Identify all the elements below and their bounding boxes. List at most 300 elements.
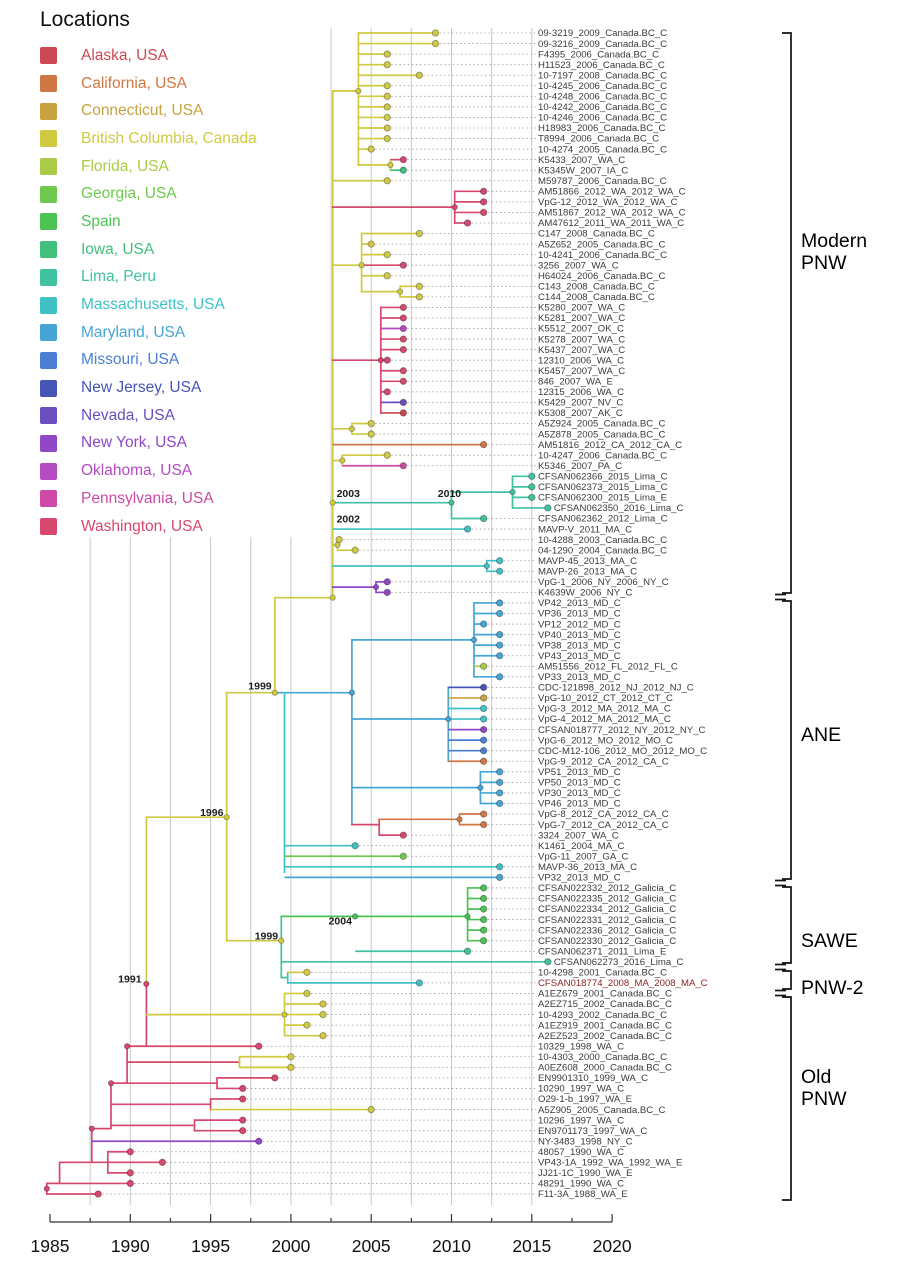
tip-dot [384, 135, 390, 141]
tip-dot [304, 990, 310, 996]
legend-swatch-icon [40, 158, 57, 175]
tip-label: VP30_2013_MD_C [538, 788, 621, 800]
legend-item-ma [30, 291, 330, 319]
tip-dot [256, 1043, 262, 1049]
tip-dot [400, 156, 406, 162]
tip-label: VP40_2013_MD_C [538, 629, 621, 641]
legend-swatch-icon [40, 47, 57, 64]
tip-dot [480, 885, 486, 891]
tip-dot [127, 1149, 133, 1155]
legend-swatch-icon [40, 269, 57, 286]
legend-item-nv [30, 402, 330, 430]
tip-label: MAVP-36_2013_MA_C [538, 862, 638, 874]
tip-label: 09-3216_2009_Canada.BC_C [538, 38, 668, 50]
node-year-label: 1996 [200, 806, 224, 819]
legend-item-es [30, 208, 330, 236]
tip-dot [384, 83, 390, 89]
tip-label: 04-1290_2004_Canada.BC_C [538, 545, 668, 557]
tip-label: VP46_2013_MD_C [538, 798, 621, 810]
tip-label: K5308_2007_AK_C [538, 408, 623, 420]
tip-dot [368, 146, 374, 152]
tip-dot [288, 1064, 294, 1070]
tip-dot [480, 684, 486, 690]
tip-label: 10-7197_2008_Canada.BC_C [538, 70, 668, 82]
tip-dot [384, 51, 390, 57]
node-year-label: 1999 [254, 930, 279, 943]
internal-node-dot [279, 938, 284, 943]
clade-bracket [782, 887, 791, 963]
internal-node-dot [359, 262, 364, 267]
tip-dot [127, 1180, 133, 1186]
tip-dot [95, 1191, 101, 1197]
tip-label: CFSAN062373_2015_Lima_C [538, 482, 668, 494]
clade-bracket [782, 601, 791, 879]
tip-dot [384, 389, 390, 395]
legend-swatch-icon [40, 103, 57, 120]
tip-dot [545, 959, 551, 965]
tip-dot [480, 937, 486, 943]
tip-label: 12310_2006_WA_C [538, 355, 625, 367]
internal-node-dot [349, 690, 354, 695]
legend-swatch-icon [40, 380, 57, 397]
tip-dot [464, 948, 470, 954]
legend-swatch-icon [40, 490, 57, 507]
tip-dot [480, 515, 486, 521]
tip-label: AM51867_2012_WA_2012_WA_C [538, 207, 686, 219]
tip-dot [288, 1054, 294, 1060]
tip-label: 10-4303_2000_Canada.BC_C [538, 1051, 668, 1063]
internal-node-dot [449, 500, 454, 505]
tip-dot [352, 547, 358, 553]
tip-dot [480, 188, 486, 194]
legend-item-label: Iowa, USA [81, 240, 155, 258]
tip-dot [400, 304, 406, 310]
tip-dot [304, 1022, 310, 1028]
tip-label: AM47612_2011_WA_2011_WA_C [538, 218, 685, 230]
tip-dot [480, 895, 486, 901]
internal-node-dot [471, 637, 476, 642]
tip-label: F11-3A_1988_WA_E [538, 1189, 628, 1201]
tip-dot [480, 821, 486, 827]
tip-label: H64024_2006_Canada.BC_C [538, 270, 666, 282]
legend-item-ca [30, 70, 330, 98]
legend-item-label: Lima, Peru [81, 268, 156, 286]
tip-label: A1EZ919_2001_Canada.BC_C [538, 1020, 672, 1032]
tip-dot [432, 30, 438, 36]
tip-dot [496, 864, 502, 870]
legend-item-label: Spain [81, 212, 121, 230]
tip-label: F4395_2006_Canada.BC_C [538, 49, 660, 61]
legend-item-bc [30, 125, 330, 153]
tip-dot [480, 716, 486, 722]
tip-label: K5346_2007_PA_C [538, 460, 623, 472]
tip-dot [272, 1075, 278, 1081]
tip-dot [480, 737, 486, 743]
tip-label: 846_2007_WA_E [538, 376, 613, 388]
internal-node-dot [397, 289, 402, 294]
tip-label: O29-1-b_1997_WA_E [538, 1094, 633, 1106]
tip-label: C147_2008_Canada.BC_C [538, 228, 655, 240]
tip-dot [432, 40, 438, 46]
tip-label: NY-3483_1998_NY_C [538, 1136, 633, 1148]
tip-label: 10-4247_2006_Canada.BC_C [538, 450, 668, 462]
tip-label: AM51866_2012_WA_2012_WA_C [538, 186, 686, 198]
tip-label: C144_2008_Canada.BC_C [538, 292, 655, 304]
legend-item-label: Pennsylvania, USA [81, 489, 214, 507]
tip-dot [529, 494, 535, 500]
internal-node-dot [89, 1126, 94, 1131]
legend-item-label: Connecticut, USA [81, 102, 204, 120]
legend-item-list [30, 42, 330, 540]
internal-node-dot [465, 914, 470, 919]
tip-dot [384, 589, 390, 595]
tip-dot [480, 695, 486, 701]
tip-label: VP42_2013_MD_C [538, 598, 621, 610]
internal-node-dot [108, 1080, 113, 1085]
tip-label: K5437_2007_WA_C [538, 344, 626, 356]
legend-swatch-icon [40, 435, 57, 452]
legend-swatch-icon [40, 241, 57, 258]
internal-node-dot [44, 1186, 49, 1191]
clade-bracket [782, 33, 791, 593]
tip-label: 10-4245_2006_Canada.BC_C [538, 80, 668, 92]
legend-item-nj [30, 374, 330, 402]
tip-dot [480, 916, 486, 922]
tip-label: VpG-4_2012_MA_2012_MA_C [538, 714, 671, 726]
tip-label: M59787_2006_Canada.BC_C [538, 175, 667, 187]
tip-label: VP38_2013_MD_C [538, 640, 621, 652]
tip-label: CFSAN062371_2011_Lima_E [538, 946, 667, 958]
tip-dot [127, 1170, 133, 1176]
tip-label: VpG-11_2007_GA_C [538, 851, 629, 863]
legend-item-wa [30, 513, 330, 541]
tip-dot [480, 199, 486, 205]
legend-swatch-icon [40, 75, 57, 92]
tip-dot [320, 1032, 326, 1038]
tip-label: CFSAN022331_2012_Galicia_C [538, 914, 677, 926]
tip-label: EN9901310_1999_WA_C [538, 1073, 649, 1085]
legend-item-ak [30, 42, 330, 70]
node-year-label: 2002 [336, 513, 360, 526]
clade-label: PNW [801, 1088, 847, 1110]
tip-dot [240, 1117, 246, 1123]
tip-label: K5345W_2007_IA_C [538, 165, 629, 177]
tip-dot [529, 473, 535, 479]
tip-dot [496, 790, 502, 796]
tip-label: CFSAN022335_2012_Galicia_C [538, 893, 677, 905]
tip-dot [336, 536, 342, 542]
tip-dot [384, 579, 390, 585]
tip-label: A0EZ608_2000_Canada.BC_C [538, 1062, 672, 1074]
tip-dot [480, 441, 486, 447]
tip-label: VpG-12_2012_WA_2012_WA_C [538, 197, 678, 209]
tip-dot [400, 853, 406, 859]
legend-item-pe [30, 264, 330, 292]
legend-item-label: New Jersey, USA [81, 379, 202, 397]
axis-year-label: 2010 [432, 1236, 471, 1256]
tip-dot [384, 114, 390, 120]
legend-item-label: California, USA [81, 74, 187, 92]
legend-item-ok [30, 457, 330, 485]
tip-label: K5280_2007_WA_C [538, 302, 626, 314]
internal-node-dot [144, 981, 149, 986]
tip-label: K5457_2007_WA_C [538, 365, 626, 377]
legend-item-label: Alaska, USA [81, 46, 169, 64]
tip-dot [240, 1096, 246, 1102]
legend-swatch-icon [40, 518, 57, 535]
tip-dot [159, 1159, 165, 1165]
tip-dot [400, 315, 406, 321]
tip-dot [545, 505, 551, 511]
legend-item-label: New York, USA [81, 434, 187, 452]
legend-item-pa [30, 485, 330, 513]
tip-dot [480, 705, 486, 711]
internal-node-dot [124, 1044, 129, 1049]
tip-dot [400, 832, 406, 838]
tip-label: VP43-1A_1992_WA_1992_WA_E [538, 1157, 683, 1169]
tip-label: CFSAN018774_2008_MA_2008_MA_C [538, 978, 708, 990]
tip-dot [400, 336, 406, 342]
tip-label: CFSAN022336_2012_Galicia_C [538, 925, 677, 937]
tip-label: MAVP-26_2013_MA_C [538, 566, 638, 578]
tip-label: A5Z878_2005_Canada.BC_C [538, 429, 666, 441]
tip-label: 10-4298_2001_Canada.BC_C [538, 967, 668, 979]
tip-label: 48291_1990_WA_C [538, 1178, 625, 1190]
tip-label: AM51816_2012_CA_2012_CA_C [538, 439, 683, 451]
node-year-label: 1991 [118, 973, 142, 986]
legend-item-label: Georgia, USA [81, 185, 177, 203]
tip-label: CFSAN062300_2015_Lima_E [538, 492, 668, 504]
tip-label: 3324_2007_WA_C [538, 830, 619, 842]
node-year-label: 1999 [248, 680, 272, 693]
internal-node-dot [330, 595, 335, 600]
tip-label: 10-4293_2002_Canada.BC_C [538, 1009, 668, 1021]
tip-label: CFSAN062273_2016_Lima_C [553, 956, 684, 968]
clade-label: Modern [801, 230, 868, 252]
tip-dot [480, 927, 486, 933]
tip-label: A2EZ715_2002_Canada.BC_C [538, 999, 672, 1011]
tip-dot [496, 653, 502, 659]
legend-item-label: Nevada, USA [81, 406, 175, 424]
tip-dot [400, 378, 406, 384]
clade-label: PNW [801, 252, 847, 274]
internal-node-dot [335, 542, 340, 547]
tip-dot [416, 980, 422, 986]
tip-dot [384, 125, 390, 131]
tip-dot [496, 558, 502, 564]
tip-label: VpG-7_2012_CA_2012_CA_C [538, 819, 669, 831]
tip-label: VpG-10_2012_CT_2012_CT_C [538, 693, 673, 705]
tip-label: 10-4246_2006_Canada.BC_C [538, 112, 668, 124]
tip-label: 10-4242_2006_Canada.BC_C [538, 102, 668, 114]
internal-node-dot [478, 785, 483, 790]
tip-label: A5Z652_2005_Canada.BC_C [538, 239, 666, 251]
tip-label: CFSAN062350_2016_Lima_C [553, 503, 684, 515]
tip-dot [496, 769, 502, 775]
internal-node-dot [388, 162, 393, 167]
tip-dot [256, 1138, 262, 1144]
node-year-label: 2010 [437, 488, 462, 501]
tip-dot [384, 273, 390, 279]
tip-label: 10296_1997_WA_C [538, 1115, 625, 1127]
tip-dot [496, 674, 502, 680]
tip-dot [384, 357, 390, 363]
legend-item-label: British Columbia, Canada [81, 129, 257, 147]
internal-node-dot [224, 814, 229, 819]
legend-swatch-icon [40, 352, 57, 369]
axis-year-label: 2015 [512, 1236, 552, 1256]
tip-dot [304, 969, 310, 975]
tip-dot [400, 463, 406, 469]
tip-label: 09-3219_2009_Canada.BC_C [538, 28, 668, 40]
clade-label: PNW-2 [801, 977, 864, 999]
tip-label: K1461_2004_MA_C [538, 840, 625, 852]
legend-swatch-icon [40, 324, 57, 341]
tip-label: VpG-8_2012_CA_2012_CA_C [538, 809, 669, 821]
tip-dot [480, 621, 486, 627]
legend-item-ny [30, 430, 330, 458]
tip-label: VpG-3_2012_MA_2012_MA_C [538, 703, 671, 715]
clade-label: SAWE [801, 930, 858, 952]
tip-dot [464, 220, 470, 226]
tip-dot [368, 420, 374, 426]
clade-label: ANE [801, 724, 842, 746]
clade-label: Old [801, 1066, 832, 1088]
axis-year-label: 1985 [30, 1236, 70, 1256]
internal-node-dot [349, 426, 354, 431]
tip-label: K5433_2007_WA_C [538, 154, 626, 166]
legend-item-label: Washington, USA [81, 517, 203, 535]
legend-item-mo [30, 347, 330, 375]
tip-label: CDC-121898_2012_NJ_2012_NJ_C [538, 682, 694, 694]
internal-node-dot [510, 489, 515, 494]
tip-label: CFSAN062366_2015_Lima_C [538, 471, 668, 483]
legend-title: Locations [40, 8, 130, 31]
internal-node-dot [352, 914, 357, 919]
tip-label: A2EZ523_2002_Canada.BC_C [538, 1030, 672, 1042]
legend-swatch-icon [40, 407, 57, 424]
internal-node-dot [446, 716, 451, 721]
tip-dot [384, 61, 390, 67]
tip-label: VP33_2013_MD_C [538, 672, 621, 684]
tip-label: VpG-9_2012_CA_2012_CA_C [538, 756, 669, 768]
internal-node-dot [373, 584, 378, 589]
tip-dot [496, 779, 502, 785]
internal-node-dot [484, 563, 489, 568]
tip-dot [368, 1106, 374, 1112]
tip-dot [384, 251, 390, 257]
axis-year-label: 2020 [592, 1236, 632, 1256]
axis-year-label: 2005 [351, 1236, 391, 1256]
tip-label: CFSAN018777_2012_NY_2012_NY_C [538, 724, 706, 736]
tip-dot [496, 610, 502, 616]
internal-node-dot [378, 357, 383, 362]
tip-label: K5278_2007_WA_C [538, 334, 626, 346]
node-year-label: 2003 [336, 488, 360, 501]
tip-dot [400, 167, 406, 173]
internal-node-dot [356, 88, 361, 93]
tip-dot [416, 283, 422, 289]
legend-item-ct [30, 97, 330, 125]
legend-item-fl [30, 153, 330, 181]
tip-dot [496, 874, 502, 880]
tip-label: CFSAN062362_2012_Lima_C [538, 513, 668, 525]
tip-label: A5Z905_2005_Canada.BC_C [538, 1104, 666, 1116]
legend-item-label: Maryland, USA [81, 323, 186, 341]
axis-year-label: 1995 [191, 1236, 231, 1256]
tip-label: 10-4241_2006_Canada.BC_C [538, 249, 668, 261]
tip-label: JJ21-1C_1990_WA_E [538, 1168, 633, 1180]
tip-label: 10329_1998_WA_C [538, 1041, 625, 1053]
tip-dot [400, 325, 406, 331]
tip-label: CDC-M12-106_2012_MO_2012_MO_C [538, 745, 708, 757]
tip-label: MAVP-45_2013_MA_C [538, 555, 638, 567]
tip-label: C143_2008_Canada.BC_C [538, 281, 655, 293]
tip-dot [384, 93, 390, 99]
tip-dot [400, 399, 406, 405]
tip-dot [480, 663, 486, 669]
tip-label: VP43_2013_MD_C [538, 650, 621, 662]
internal-node-dot [330, 500, 335, 505]
internal-node-dot [282, 1012, 287, 1017]
tip-label: CFSAN022330_2012_Galicia_C [538, 935, 677, 947]
tip-dot [400, 410, 406, 416]
tip-dot [400, 368, 406, 374]
tip-label: A1EZ679_2001_Canada.BC_C [538, 988, 672, 1000]
tip-label: 10-4248_2006_Canada.BC_C [538, 91, 668, 103]
clade-bracket [782, 971, 791, 989]
legend-item-md [30, 319, 330, 347]
tip-label: VP32_2013_MD_C [538, 872, 621, 884]
tip-label: CFSAN022334_2012_Galicia_C [538, 904, 677, 916]
tip-dot [416, 294, 422, 300]
tip-dot [384, 452, 390, 458]
tip-dot [416, 230, 422, 236]
internal-node-dot [340, 458, 345, 463]
tip-label: 12315_2006_WA_C [538, 387, 625, 399]
tip-dot [400, 262, 406, 268]
tip-label: 10290_1997_WA_C [538, 1083, 625, 1095]
locations-legend [30, 6, 330, 540]
tip-dot [416, 72, 422, 78]
tip-label: VP50_2013_MD_C [538, 777, 621, 789]
tip-label: 10-4274_2005_Canada.BC_C [538, 144, 668, 156]
tip-dot [480, 209, 486, 215]
tip-dot [464, 526, 470, 532]
tip-dot [480, 758, 486, 764]
clade-bracket [782, 997, 791, 1200]
tip-label: H11523_2006_Canada.BC_C [538, 59, 665, 71]
tip-dot [240, 1127, 246, 1133]
tip-label: K5281_2007_WA_C [538, 313, 626, 325]
legend-item-label: Massachusetts, USA [81, 296, 225, 314]
tip-label: VpG-1_2006_NY_2006_NY_C [538, 577, 669, 589]
legend-item-ia [30, 236, 330, 264]
internal-node-dot [272, 690, 277, 695]
tip-label: VpG-6_2012_MO_2012_MO_C [538, 735, 673, 747]
tip-label: T8994_2006_Canada.BC_C [538, 133, 660, 145]
tip-dot [368, 431, 374, 437]
legend-swatch-icon [40, 297, 57, 314]
tip-label: VP51_2013_MD_C [538, 767, 621, 779]
tip-label: K4639W_2006_NY_C [538, 587, 633, 599]
node-year-label: 2004 [328, 915, 352, 928]
legend-swatch-icon [40, 130, 57, 147]
tip-dot [480, 906, 486, 912]
legend-swatch-icon [40, 463, 57, 480]
tip-label: VP36_2013_MD_C [538, 608, 621, 620]
legend-item-ga [30, 180, 330, 208]
